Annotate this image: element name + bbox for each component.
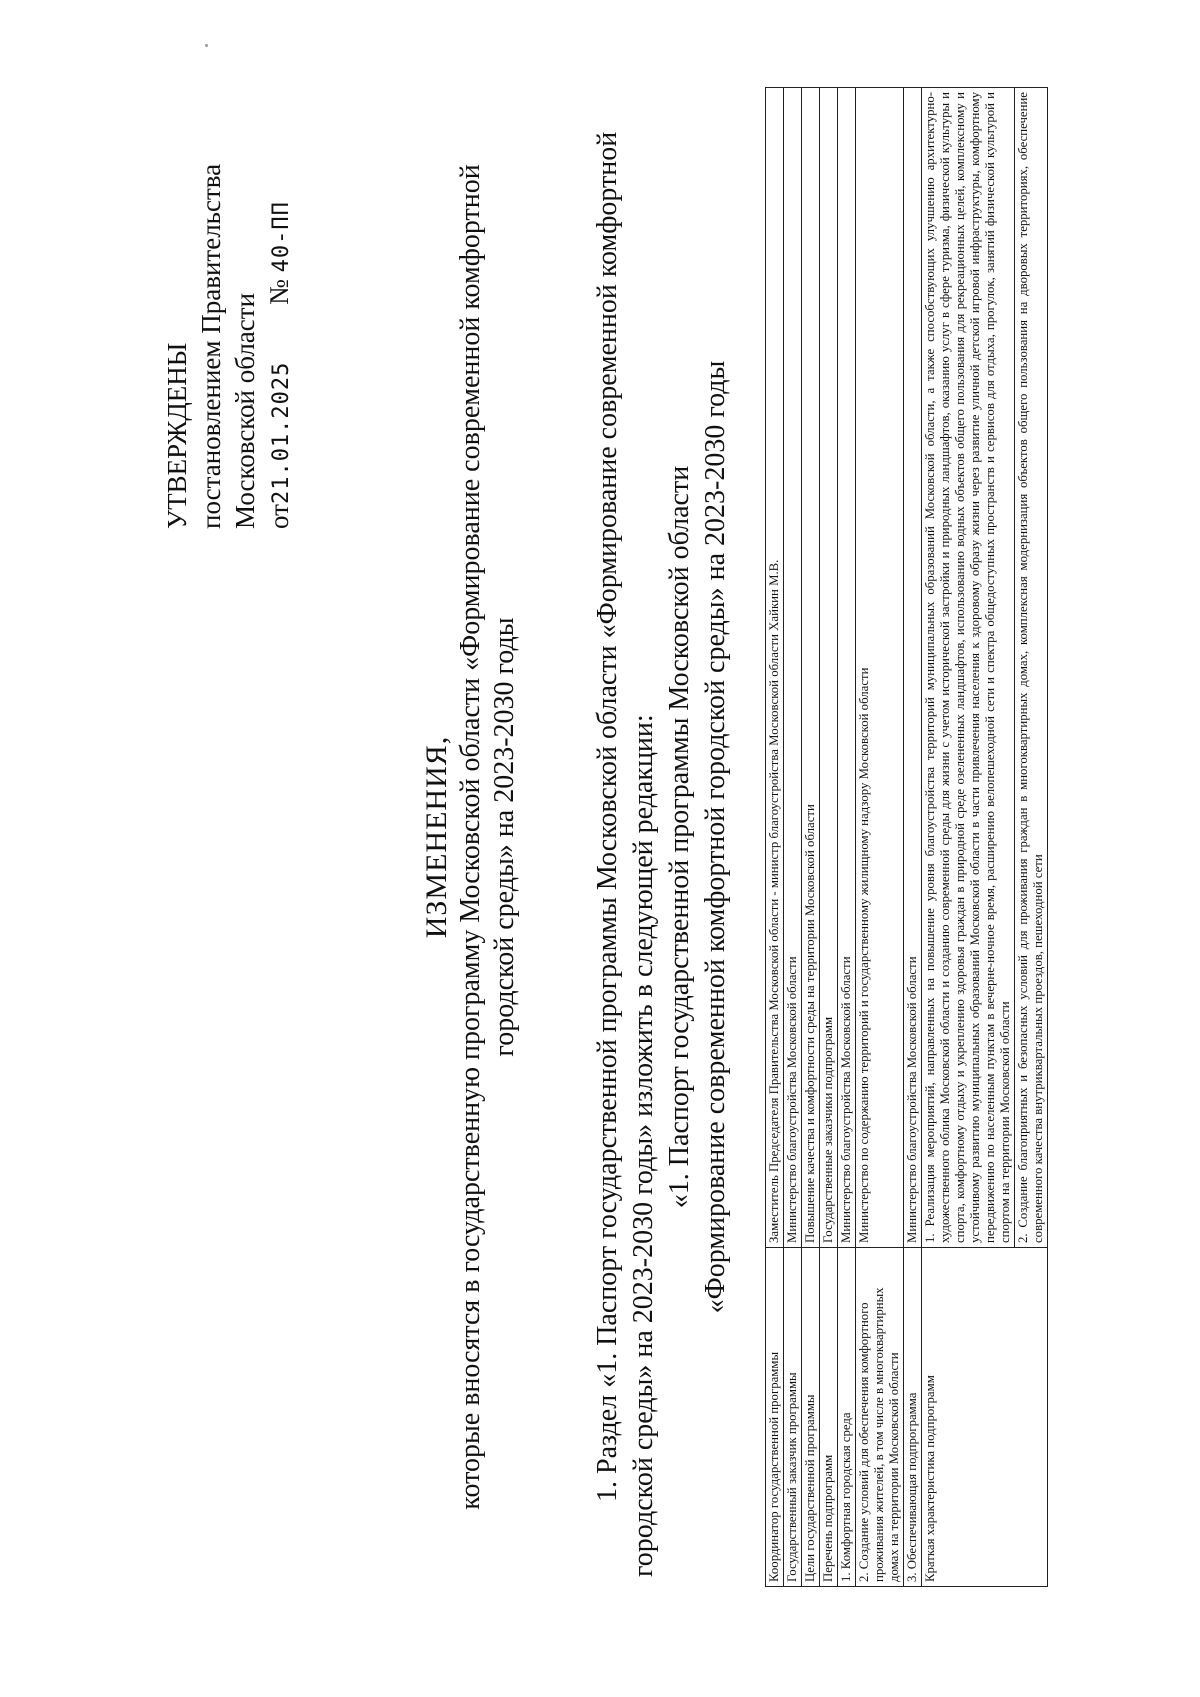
row-value: Повышение качества и комфортности среды на территории Московской области bbox=[802, 88, 820, 1248]
approval-line-2: Московской области bbox=[230, 292, 260, 529]
approval-line-1: постановлением Правительства bbox=[196, 163, 226, 529]
table-row bbox=[820, 88, 838, 1587]
approval-date-line bbox=[262, 9, 299, 529]
section-intro bbox=[590, 97, 734, 1577]
row-key: Координатор государственной программы bbox=[766, 1248, 784, 1587]
section-par-1b: городской среды» на 2023-2030 годы» изложить в следующей редакции: bbox=[628, 714, 659, 1577]
approval-stamp-block bbox=[160, 9, 299, 529]
section-par-1a: 1. Раздел «1. Паспорт государственной программы Московской области «Формирование современной комфортной bbox=[592, 131, 623, 1502]
row-value: Министерство по содержанию территорий и государственному жилищному надзору Московской области bbox=[856, 88, 904, 1248]
title-line-1: которые вносятся в государственную программу Московской области «Формирование современной комфортной bbox=[455, 164, 486, 1510]
passport-heading-2: «Формирование современной комфортной городской среды» на 2023-2030 годы bbox=[700, 360, 731, 1314]
approval-heading: УТВЕРЖДЕНЫ bbox=[162, 342, 192, 529]
table-row bbox=[766, 88, 784, 1587]
row-key-brief: Краткая характеристика подпрограмм bbox=[922, 1248, 1048, 1587]
approval-number-sign: № bbox=[264, 279, 294, 305]
table-row bbox=[904, 88, 922, 1587]
table-row bbox=[784, 88, 802, 1587]
row-key: Перечень подпрограмм bbox=[820, 1248, 838, 1587]
table-row bbox=[838, 88, 856, 1587]
title-heading: ИЗМЕНЕНИЯ, bbox=[420, 735, 453, 939]
approval-date: 21.01.2025 bbox=[269, 361, 294, 505]
row-key: 3. Обеспечивающая подпрограмма bbox=[904, 1248, 922, 1587]
row-key: Государственный заказчик программы bbox=[784, 1248, 802, 1587]
row-key: 1. Комфортная городская среда bbox=[838, 1248, 856, 1587]
passport-table bbox=[765, 87, 1048, 1587]
row-value: Министерство благоустройства Московской области bbox=[838, 88, 856, 1248]
row-value: Заместитель Председателя Правительства Московской области - министр благоустройства Московской области Хайкин М.В. bbox=[766, 88, 784, 1248]
table-row bbox=[922, 88, 1015, 1587]
document-title bbox=[420, 97, 522, 1577]
approval-date-prefix: от bbox=[264, 504, 294, 529]
passport-heading-1: «1. Паспорт государственной программы Московской области bbox=[664, 465, 695, 1209]
row-value: Государственные заказчики подпрограмм bbox=[820, 88, 838, 1248]
row-key: 2. Создание условий для обеспечения комфортного проживания жителей, в том числе в многоквартирных домах на территории Московской области bbox=[856, 1248, 904, 1587]
table-row bbox=[802, 88, 820, 1587]
brief-item-2: 2. Создание благоприятных и безопасных условий для проживания граждан в многоквартирных домах, комплексная модернизация объектов общего пользования на дворовых территориях, обеспечение современного качества внутриквартальных проездов, пешеходной сети bbox=[1015, 88, 1048, 1248]
brief-item-1: 1. Реализация мероприятий, направленных на повышение уровня благоустройства территорий муниципальных образований Московской области, а также способствующих улучшению архитектурно-художественного облика Московской области и созданию современной среды для жизни с учетом исторической застройки и природных ландшафтов, оказанию услуг в сфере туризма, физической культуры и спорта, комфортному отдыху и укреплению здоровья граждан в природной среде озелененных ландшафтов, использованию водных объектов общего пользования для рекреационных целей, комплексному и устойчивому развитию муниципальных образований Московской области в части привлечения населения к здоровому образу жизни через развитие уличной детской игровой инфраструктуры, комфортному передвижению по населенным пунктам в вечерне-ночное время, расширению велопешеходной сети и спектра общедоступных пространств и сервисов для отдыха, прогулок, занятий физической культурой и спортом на территории Московской области bbox=[922, 88, 1015, 1248]
title-line-2: городской среды» на 2023-2030 годы bbox=[489, 617, 520, 1057]
row-value: Министерство благоустройства Московской области bbox=[904, 88, 922, 1248]
table-row bbox=[856, 88, 904, 1587]
row-value: Министерство благоустройства Московской области bbox=[784, 88, 802, 1248]
row-key: Цели государственной программы bbox=[802, 1248, 820, 1587]
approval-number: 40-ПП bbox=[269, 201, 294, 273]
